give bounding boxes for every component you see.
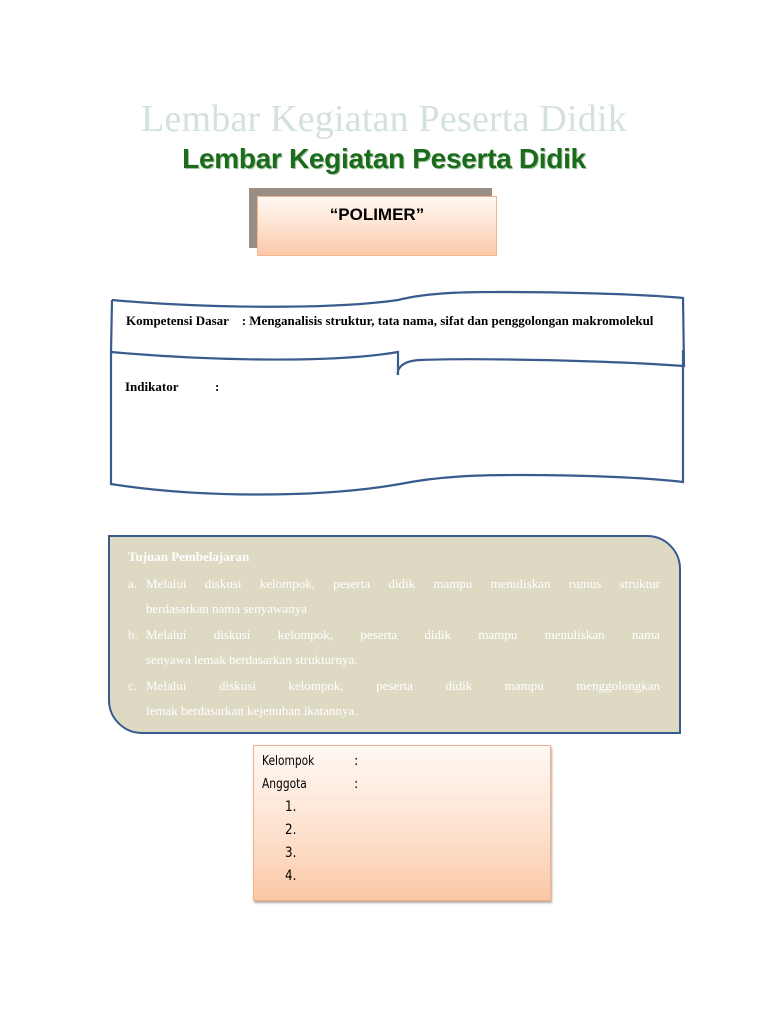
competency-text [120, 312, 672, 329]
objective-marker: b. [128, 627, 138, 642]
objective-line: Melalui diskusi kelompok, peserta didik mampu menuliskan rumus struktur [146, 576, 660, 591]
objective-item [128, 673, 660, 723]
indicator-separator: : [215, 379, 220, 394]
members-label: Anggota [262, 777, 307, 792]
objective-line: lemak berdasarkan kejenuhan ikatannya. [146, 703, 358, 718]
indicator-label: Indikator [125, 379, 179, 394]
objective-item [128, 571, 660, 621]
objective-line: Melalui diskusi kelompok, peserta didik mampu menggolongkan [146, 678, 660, 693]
objectives-title: Tujuan Pembelajaran [128, 549, 250, 564]
objective-line: senyawa lemak berdasarkan strukturnya. [146, 652, 358, 667]
group-label: Kelompok [262, 754, 315, 769]
topic-label: “POLIMER” [329, 205, 425, 224]
competency-separator: : [241, 313, 247, 328]
group-separator: : [354, 754, 359, 769]
member-number: 2. [285, 822, 297, 838]
member-number: 4. [285, 868, 297, 884]
members-separator: : [354, 777, 359, 792]
objective-line: berdasarkan nama senyawanya [146, 601, 307, 616]
objective-line: Melalui diskusi kelompok, peserta didik mampu menuliskan nama [146, 627, 660, 642]
member-number: 3. [285, 845, 297, 861]
competency-label: Kompetensi Dasar [126, 313, 229, 328]
objective-item [128, 622, 660, 672]
page-title: Lembar Kegiatan Peserta Didik [182, 143, 586, 174]
indicator-row [125, 379, 220, 395]
competency-value: Menganalisis struktur, tata nama, sifat dan penggolongan makromolekul [249, 313, 654, 328]
watermark-title: Lembar Kegiatan Peserta Didik [141, 98, 627, 140]
objective-marker: c. [128, 678, 138, 693]
member-number: 1. [285, 799, 297, 815]
objective-marker: a. [128, 576, 138, 591]
